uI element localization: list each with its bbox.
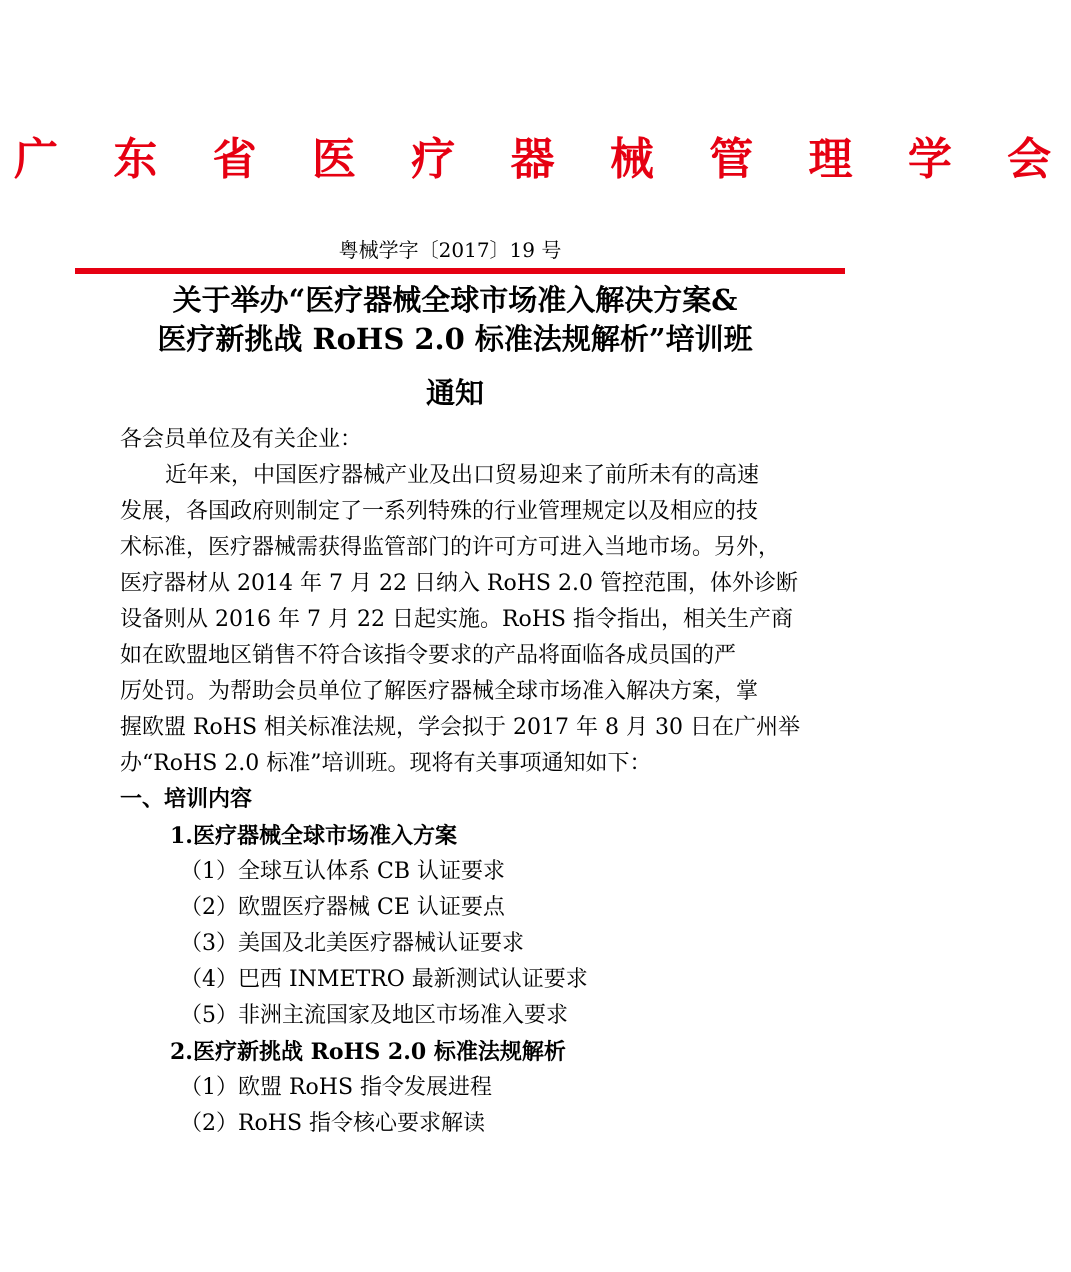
notice-title-line-1: 关于举办“医疗器械全球市场准入解决方案& <box>172 283 738 317</box>
paragraph-line: 术标准，医疗器械需获得监管部门的许可方可进入当地市场。另外， <box>120 535 781 560</box>
list-item: （2）RoHS 指令核心要求解读 <box>180 1111 486 1136</box>
paragraph-line: 办“RoHS 2.0 标准”培训班。现将有关事项通知如下： <box>120 751 652 776</box>
paragraph-line: 近年来，中国医疗器械产业及出口贸易迎来了前所未有的高速 <box>165 463 760 488</box>
greeting: 各会员单位及有关企业： <box>120 427 363 452</box>
list-item: （2）欧盟医疗器械 CE 认证要点 <box>180 895 505 920</box>
subsection-heading-market-access: 1.医疗器械全球市场准入方案 <box>170 823 457 849</box>
section-heading-training-content: 一、培训内容 <box>120 787 253 812</box>
paragraph-line: 如在欧盟地区销售不符合该指令要求的产品将面临各成员国的严 <box>120 643 737 668</box>
paragraph-line: 医疗器材从 2014 年 7 月 22 日纳入 RoHS 2.0 管控范围，体外诊断 <box>120 571 798 596</box>
list-item: （5）非洲主流国家及地区市场准入要求 <box>180 1003 568 1028</box>
list-item: （3）美国及北美医疗器械认证要求 <box>180 931 524 956</box>
red-divider-rule <box>75 268 845 274</box>
list-item: （1）欧盟 RoHS 指令发展进程 <box>180 1075 493 1100</box>
paragraph-line: 握欧盟 RoHS 相关标准法规，学会拟于 2017 年 8 月 30 日在广州举 <box>120 715 800 740</box>
subsection-heading-rohs: 2.医疗新挑战 RoHS 2.0 标准法规解析 <box>170 1039 566 1065</box>
notice-title-line-2: 医疗新挑战 RoHS 2.0 标准法规解析”培训班 <box>157 322 753 356</box>
notice-title-line-3: 通知 <box>425 376 484 410</box>
list-item: （1）全球互认体系 CB 认证要求 <box>180 859 505 884</box>
organization-title: 广 东 省 医 疗 器 械 管 理 学 会 <box>14 134 1071 185</box>
document-number: 粤械学字〔2017〕19 号 <box>338 238 562 262</box>
paragraph-line: 发展，各国政府则制定了一系列特殊的行业管理规定以及相应的技 <box>120 499 759 524</box>
list-item: （4）巴西 INMETRO 最新测试认证要求 <box>180 967 588 992</box>
paragraph-line: 厉处罚。为帮助会员单位了解医疗器械全球市场准入解决方案，掌 <box>120 679 759 704</box>
paragraph-line: 设备则从 2016 年 7 月 22 日起实施。RoHS 指令指出，相关生产商 <box>120 607 793 632</box>
